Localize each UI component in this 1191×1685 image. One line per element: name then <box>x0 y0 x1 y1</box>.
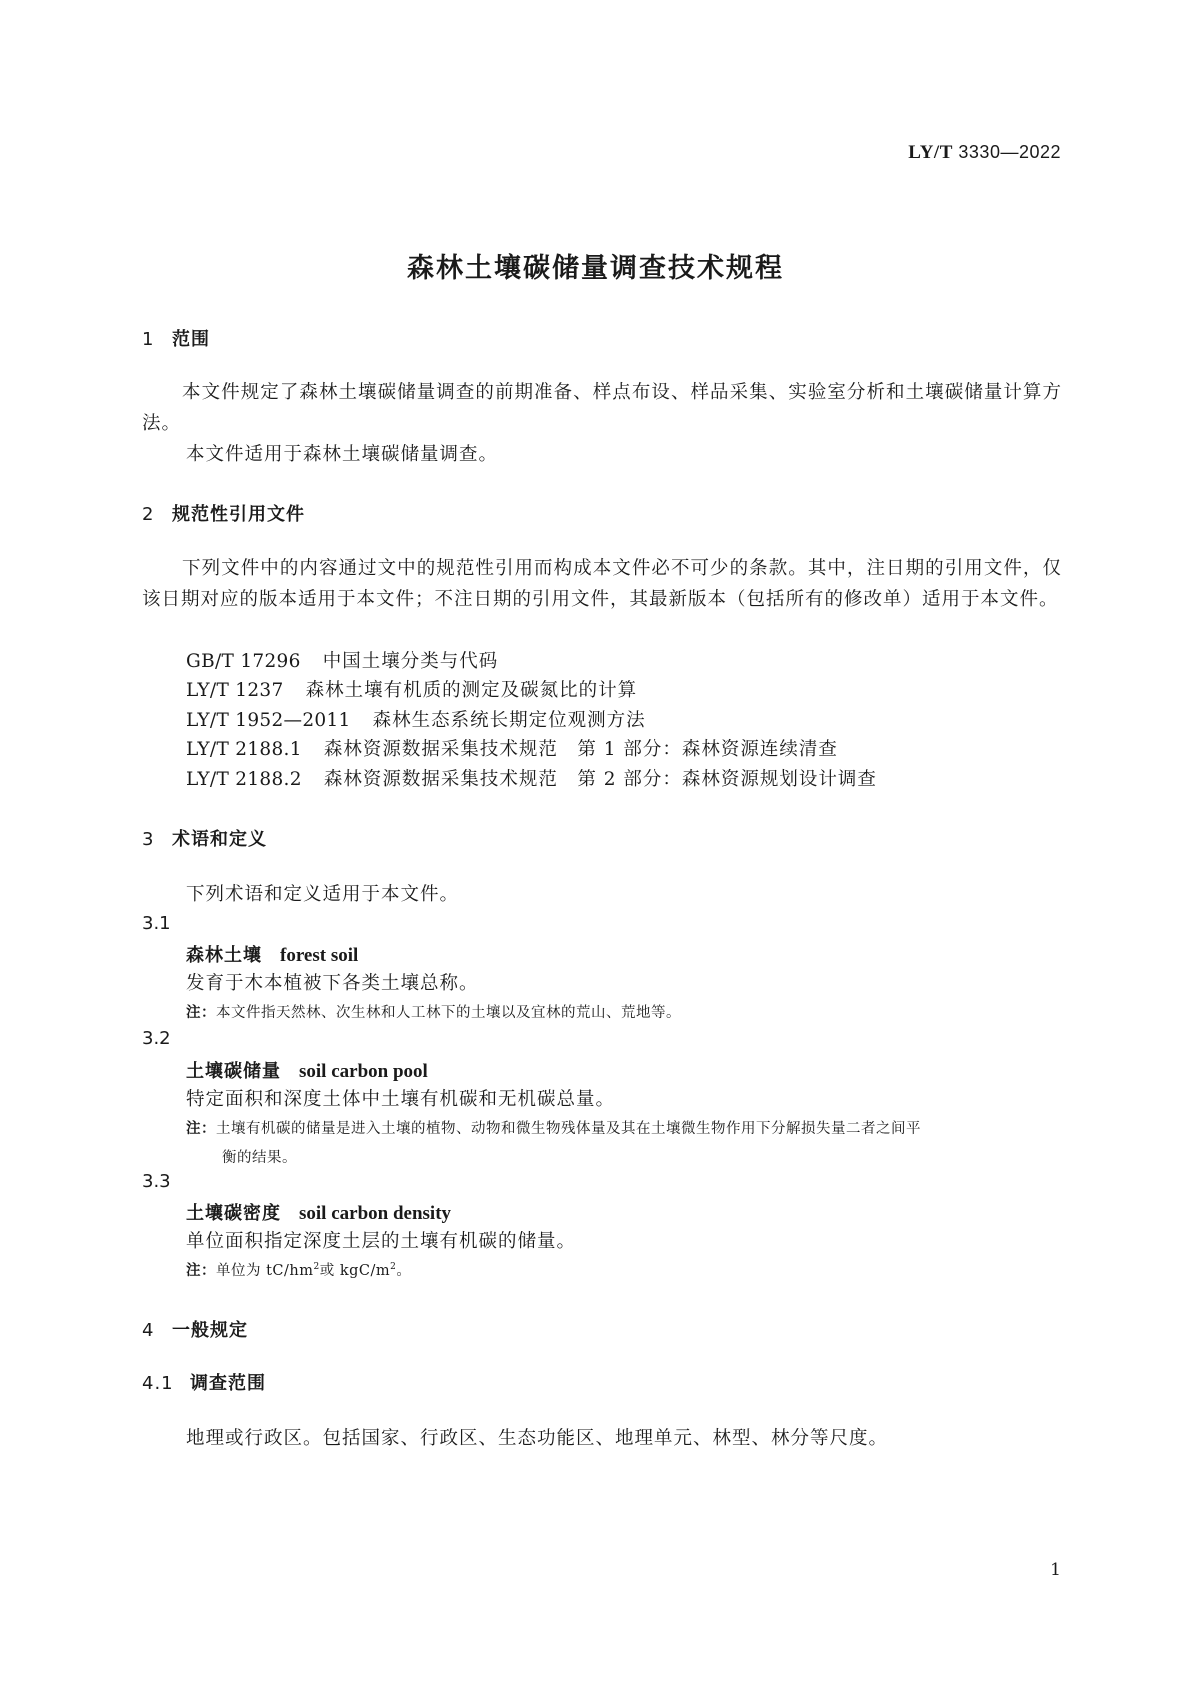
term-note-continuation: 衡的结果。 <box>222 1150 297 1166</box>
reference-item <box>186 735 838 761</box>
term-en: soil carbon density <box>299 1203 452 1224</box>
standard-code-number: 3330—2022 <box>958 142 1061 162</box>
section-3-heading <box>142 825 267 851</box>
reference-item <box>186 706 646 732</box>
section-number: 1 <box>142 329 155 350</box>
section-1-paragraph-1: 本文件规定了森林土壤碳储量调查的前期准备、样点布设、样品采集、实验室分析和土壤碳储量计算方法。 <box>142 382 1062 434</box>
section-4-heading <box>142 1316 248 1342</box>
section-title: 一般规定 <box>172 1320 248 1341</box>
section-2-heading <box>142 500 305 526</box>
term-definition: 特定面积和深度土体中土壤有机碳和无机碳总量。 <box>186 1089 616 1110</box>
section-1-heading <box>142 325 210 351</box>
term-note <box>186 1117 921 1138</box>
term-definition: 发育于木本植被下各类土壤总称。 <box>186 973 479 994</box>
reference-title: 中国土壤分类与代码 <box>322 651 499 672</box>
standard-code <box>908 142 1061 164</box>
page-number: 1 <box>1050 1560 1061 1580</box>
reference-title: 森林资源数据采集技术规范 第 2 部分：森林资源规划设计调查 <box>323 769 877 790</box>
section-title: 范围 <box>172 329 210 350</box>
reference-title: 森林土壤有机质的测定及碳氮比的计算 <box>305 680 638 701</box>
term-note: 注：单位为 $tC/hm^2$或 kgC/$m^2$。 <box>186 1262 412 1279</box>
note-text: 本文件指天然林、次生林和人工林下的土壤以及宜林的荒山、荒地等。 <box>216 1005 681 1021</box>
subsection-4-1-heading <box>142 1369 266 1395</box>
reference-code: LY/T 2188.2 <box>186 769 302 790</box>
term-number: 3.3 <box>142 1171 171 1192</box>
reference-code: LY/T 1952—2011 <box>186 710 351 731</box>
reference-code: GB/T 17296 <box>186 651 301 672</box>
term-en: soil carbon pool <box>299 1061 428 1082</box>
term-zh: 森林土壤 <box>186 945 262 966</box>
term-number: 3.1 <box>142 913 171 934</box>
term-en: forest soil <box>280 945 359 966</box>
section-number: 2 <box>142 504 155 525</box>
note-text: 土壤有机碳的储量是进入土壤的植物、动物和微生物残体量及其在土壤微生物作用下分解损失量二者之间平 <box>216 1121 921 1137</box>
reference-item <box>186 676 637 702</box>
section-title: 规范性引用文件 <box>172 504 305 525</box>
reference-title: 森林生态系统长期定位观测方法 <box>372 710 646 731</box>
note-label: 注： <box>186 1121 216 1137</box>
term-zh: 土壤碳密度 <box>186 1203 281 1224</box>
term-zh: 土壤碳储量 <box>186 1061 281 1082</box>
reference-title: 森林资源数据采集技术规范 第 1 部分：森林资源连续清查 <box>323 739 838 760</box>
term-number: 3.2 <box>142 1028 171 1049</box>
term-note <box>186 1001 681 1022</box>
section-title: 术语和定义 <box>172 829 267 850</box>
subsection-number: 4.1 <box>142 1373 174 1394</box>
note-label: 注： <box>186 1263 216 1279</box>
section-2-paragraph-1: 下列文件中的内容通过文中的规范性引用而构成本文件必不可少的条款。其中，注日期的引用文件，仅该日期对应的版本适用于本文件；不注日期的引用文件，其最新版本（包括所有的修改单）适用于本文件。 <box>142 558 1062 610</box>
reference-item <box>186 647 498 673</box>
reference-code: LY/T 2188.1 <box>186 739 302 760</box>
document-title: 森林土壤碳储量调查技术规程 <box>407 253 784 284</box>
reference-item <box>186 765 877 791</box>
term-heading <box>186 941 358 967</box>
section-3-intro: 下列术语和定义适用于本文件。 <box>186 884 460 905</box>
reference-code: LY/T 1237 <box>186 680 284 701</box>
subsection-title: 调查范围 <box>190 1373 266 1394</box>
subsection-4-1-paragraph: 地理或行政区。包括国家、行政区、生态功能区、地理单元、林型、林分等尺度。 <box>186 1428 889 1449</box>
term-heading <box>186 1199 451 1225</box>
section-1-paragraph-2: 本文件适用于森林土壤碳储量调查。 <box>186 444 499 465</box>
term-heading <box>186 1057 428 1083</box>
term-definition: 单位面积指定深度土层的土壤有机碳的储量。 <box>186 1231 577 1252</box>
standard-code-prefix: LY/T <box>908 142 953 163</box>
section-number: 4 <box>142 1320 155 1341</box>
section-number: 3 <box>142 829 155 850</box>
note-label: 注： <box>186 1005 216 1021</box>
